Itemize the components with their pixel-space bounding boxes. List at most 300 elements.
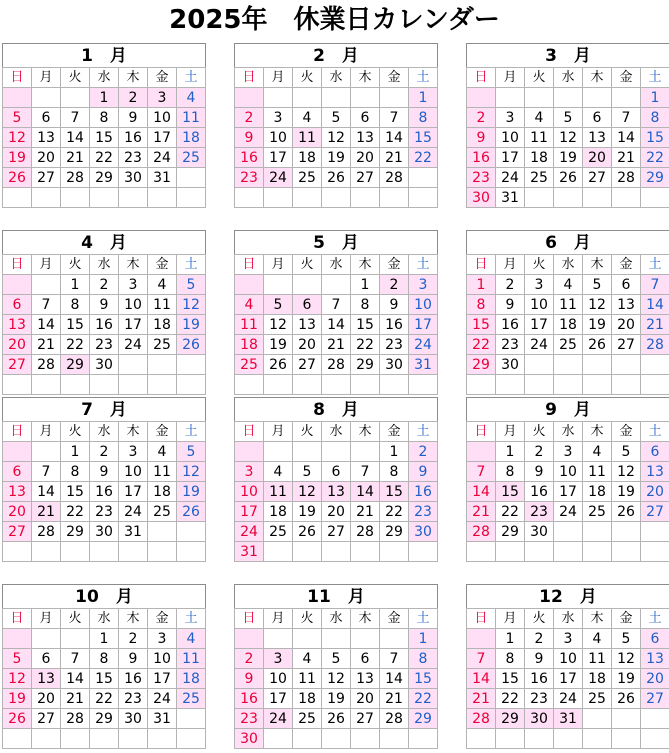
day-cell: 4	[525, 108, 554, 128]
weekday-label: 土	[409, 68, 438, 88]
closed-day-cell: 30	[467, 188, 496, 208]
closed-day-cell: 14	[467, 669, 496, 689]
month-calendar	[466, 584, 669, 749]
closed-day-cell: 10	[409, 295, 438, 315]
empty-cell	[3, 88, 32, 108]
weekday-label: 火	[61, 609, 90, 629]
closed-day-cell: 5	[264, 295, 293, 315]
day-cell: 26	[583, 335, 612, 355]
closed-day-cell: 23	[235, 168, 264, 188]
closed-day-cell: 9	[409, 462, 438, 482]
weekday-label: 土	[409, 255, 438, 275]
empty-cell	[322, 275, 351, 295]
weekday-label: 水	[322, 68, 351, 88]
empty-cell	[61, 188, 90, 208]
day-cell: 5	[322, 649, 351, 669]
weekday-label: 木	[119, 255, 148, 275]
day-cell: 18	[554, 315, 583, 335]
day-cell: 28	[380, 709, 409, 729]
closed-day-cell: 16	[235, 689, 264, 709]
closed-day-cell: 11	[264, 482, 293, 502]
empty-cell	[148, 188, 177, 208]
week-row	[235, 522, 438, 542]
empty-cell	[264, 542, 293, 562]
empty-cell	[641, 542, 669, 562]
day-cell: 27	[351, 168, 380, 188]
closed-day-cell: 15	[380, 482, 409, 502]
closed-day-cell: 28	[467, 522, 496, 542]
closed-day-cell: 18	[177, 669, 206, 689]
empty-cell	[61, 542, 90, 562]
day-cell: 8	[61, 295, 90, 315]
weekday-header-row	[467, 68, 669, 88]
closed-day-cell: 13	[322, 482, 351, 502]
day-cell: 13	[612, 295, 641, 315]
empty-cell	[32, 188, 61, 208]
month-title: 5 月	[234, 230, 438, 254]
week-row	[467, 709, 669, 729]
month-title: 4 月	[2, 230, 206, 254]
month-calendar	[466, 230, 669, 395]
empty-cell	[322, 729, 351, 749]
day-cell: 9	[119, 108, 148, 128]
day-cell: 28	[61, 709, 90, 729]
day-cell: 18	[293, 148, 322, 168]
week-row	[3, 355, 206, 375]
day-cell: 22	[380, 502, 409, 522]
weekday-label: 水	[554, 422, 583, 442]
empty-cell	[322, 188, 351, 208]
empty-cell	[32, 88, 61, 108]
weekday-header-row	[3, 68, 206, 88]
day-cell: 16	[525, 482, 554, 502]
closed-day-cell: 17	[235, 502, 264, 522]
day-cell: 2	[525, 442, 554, 462]
weekday-label: 土	[409, 609, 438, 629]
closed-day-cell: 4	[177, 88, 206, 108]
day-cell: 13	[293, 315, 322, 335]
day-cell: 4	[293, 108, 322, 128]
week-row	[235, 148, 438, 168]
empty-cell	[32, 542, 61, 562]
empty-cell	[61, 629, 90, 649]
weekday-label: 月	[264, 68, 293, 88]
closed-day-cell: 11	[235, 315, 264, 335]
empty-cell	[467, 629, 496, 649]
weekday-label: 火	[61, 422, 90, 442]
day-cell: 14	[322, 315, 351, 335]
closed-day-cell: 10	[235, 482, 264, 502]
day-cell: 20	[32, 689, 61, 709]
day-cell: 27	[322, 522, 351, 542]
empty-cell	[264, 629, 293, 649]
empty-cell	[177, 355, 206, 375]
closed-day-cell: 1	[467, 275, 496, 295]
month-title: 9 月	[466, 397, 669, 421]
empty-cell	[554, 375, 583, 395]
month-title: 8 月	[234, 397, 438, 421]
closed-day-cell: 2	[380, 275, 409, 295]
weekday-label: 土	[177, 255, 206, 275]
weekday-label: 木	[351, 609, 380, 629]
day-cell: 30	[380, 355, 409, 375]
day-cell: 14	[32, 315, 61, 335]
closed-day-cell: 2	[409, 442, 438, 462]
closed-day-cell: 29	[496, 709, 525, 729]
week-row	[467, 375, 669, 395]
day-cell: 6	[351, 649, 380, 669]
closed-day-cell: 15	[409, 669, 438, 689]
closed-day-cell: 30	[525, 709, 554, 729]
week-row	[3, 522, 206, 542]
empty-cell	[293, 375, 322, 395]
day-cell: 4	[583, 629, 612, 649]
empty-cell	[61, 375, 90, 395]
closed-day-cell: 13	[641, 462, 669, 482]
day-cell: 1	[496, 442, 525, 462]
empty-cell	[32, 442, 61, 462]
closed-day-cell: 22	[467, 335, 496, 355]
week-row	[467, 168, 669, 188]
weekday-header-row	[235, 422, 438, 442]
closed-day-cell: 3	[409, 275, 438, 295]
day-cell: 20	[32, 148, 61, 168]
closed-day-cell: 19	[177, 315, 206, 335]
weekday-label: 日	[235, 68, 264, 88]
closed-day-cell: 14	[641, 295, 669, 315]
month-grid	[2, 254, 206, 395]
weekday-label: 土	[641, 255, 669, 275]
day-cell: 24	[148, 689, 177, 709]
day-cell: 24	[119, 335, 148, 355]
weekday-label: 水	[554, 255, 583, 275]
closed-day-cell: 29	[61, 355, 90, 375]
empty-cell	[322, 629, 351, 649]
weekday-header-row	[3, 255, 206, 275]
week-row	[3, 482, 206, 502]
day-cell: 1	[90, 629, 119, 649]
closed-day-cell: 11	[177, 649, 206, 669]
empty-cell	[525, 542, 554, 562]
closed-day-cell: 25	[235, 355, 264, 375]
day-cell: 4	[554, 275, 583, 295]
day-cell: 10	[554, 649, 583, 669]
empty-cell	[583, 542, 612, 562]
week-row	[3, 462, 206, 482]
day-cell: 19	[322, 148, 351, 168]
day-cell: 12	[612, 649, 641, 669]
empty-cell	[119, 355, 148, 375]
closed-day-cell: 29	[467, 355, 496, 375]
day-cell: 24	[554, 689, 583, 709]
day-cell: 8	[90, 649, 119, 669]
empty-cell	[641, 355, 669, 375]
week-row	[467, 88, 669, 108]
day-cell: 6	[32, 108, 61, 128]
week-row	[467, 629, 669, 649]
empty-cell	[525, 729, 554, 749]
weekday-label: 火	[293, 68, 322, 88]
day-cell: 22	[496, 689, 525, 709]
day-cell: 5	[612, 629, 641, 649]
day-cell: 25	[525, 168, 554, 188]
day-cell: 25	[293, 709, 322, 729]
day-cell: 14	[380, 128, 409, 148]
closed-day-cell: 26	[3, 709, 32, 729]
closed-day-cell: 24	[264, 168, 293, 188]
day-cell: 29	[380, 522, 409, 542]
day-cell: 30	[119, 709, 148, 729]
month-calendar	[466, 43, 669, 208]
weekday-label: 日	[467, 68, 496, 88]
day-cell: 21	[61, 689, 90, 709]
weekday-label: 月	[496, 68, 525, 88]
week-row	[235, 335, 438, 355]
empty-cell	[148, 542, 177, 562]
empty-cell	[264, 188, 293, 208]
empty-cell	[264, 88, 293, 108]
weekday-label: 水	[322, 422, 351, 442]
empty-cell	[293, 88, 322, 108]
day-cell: 22	[61, 502, 90, 522]
day-cell: 18	[293, 689, 322, 709]
empty-cell	[525, 375, 554, 395]
empty-cell	[351, 375, 380, 395]
day-cell: 23	[525, 689, 554, 709]
closed-day-cell: 2	[119, 88, 148, 108]
empty-cell	[496, 88, 525, 108]
day-cell: 9	[380, 295, 409, 315]
empty-cell	[3, 442, 32, 462]
empty-cell	[90, 188, 119, 208]
day-cell: 12	[583, 295, 612, 315]
week-row	[235, 128, 438, 148]
empty-cell	[525, 355, 554, 375]
empty-cell	[641, 709, 669, 729]
closed-day-cell: 12	[177, 295, 206, 315]
weekday-label: 水	[554, 609, 583, 629]
day-cell: 29	[351, 355, 380, 375]
day-cell: 5	[583, 275, 612, 295]
closed-day-cell: 6	[641, 442, 669, 462]
empty-cell	[554, 188, 583, 208]
day-cell: 17	[148, 128, 177, 148]
week-row	[467, 148, 669, 168]
empty-cell	[32, 629, 61, 649]
day-cell: 10	[264, 669, 293, 689]
day-cell: 16	[380, 315, 409, 335]
empty-cell	[467, 729, 496, 749]
closed-day-cell: 31	[235, 542, 264, 562]
day-cell: 26	[264, 355, 293, 375]
empty-cell	[235, 375, 264, 395]
closed-day-cell: 6	[641, 629, 669, 649]
closed-day-cell: 7	[467, 649, 496, 669]
closed-day-cell: 12	[177, 462, 206, 482]
weekday-label: 月	[264, 255, 293, 275]
closed-day-cell: 22	[409, 148, 438, 168]
weekday-label: 火	[525, 422, 554, 442]
day-cell: 23	[119, 689, 148, 709]
empty-cell	[293, 188, 322, 208]
day-cell: 10	[496, 128, 525, 148]
month-calendar	[2, 230, 206, 395]
empty-cell	[583, 522, 612, 542]
empty-cell	[612, 729, 641, 749]
day-cell: 12	[322, 128, 351, 148]
weekday-label: 水	[90, 609, 119, 629]
weekday-label: 金	[612, 422, 641, 442]
day-cell: 17	[554, 482, 583, 502]
day-cell: 7	[380, 649, 409, 669]
closed-day-cell: 4	[177, 629, 206, 649]
day-cell: 17	[525, 315, 554, 335]
weekday-label: 金	[148, 422, 177, 442]
weekday-label: 月	[264, 422, 293, 442]
day-cell: 19	[554, 148, 583, 168]
month-grid	[2, 608, 206, 749]
empty-cell	[351, 88, 380, 108]
closed-day-cell: 8	[467, 295, 496, 315]
closed-day-cell: 2	[467, 108, 496, 128]
day-cell: 19	[583, 315, 612, 335]
empty-cell	[3, 729, 32, 749]
empty-cell	[380, 88, 409, 108]
closed-day-cell: 13	[641, 649, 669, 669]
day-cell: 3	[264, 108, 293, 128]
weekday-label: 水	[90, 68, 119, 88]
day-cell: 17	[119, 315, 148, 335]
week-row	[467, 649, 669, 669]
day-cell: 17	[496, 148, 525, 168]
month-calendar	[234, 584, 438, 749]
month-calendar	[2, 584, 206, 749]
empty-cell	[467, 442, 496, 462]
day-cell: 16	[119, 669, 148, 689]
day-cell: 26	[612, 502, 641, 522]
empty-cell	[612, 355, 641, 375]
day-cell: 7	[32, 295, 61, 315]
empty-cell	[293, 729, 322, 749]
day-cell: 31	[148, 168, 177, 188]
day-cell: 28	[612, 168, 641, 188]
closed-day-cell: 23	[525, 502, 554, 522]
week-row	[235, 188, 438, 208]
empty-cell	[322, 542, 351, 562]
day-cell: 1	[496, 629, 525, 649]
empty-cell	[409, 542, 438, 562]
week-row	[467, 188, 669, 208]
day-cell: 10	[119, 295, 148, 315]
empty-cell	[177, 188, 206, 208]
empty-cell	[641, 522, 669, 542]
day-cell: 21	[612, 148, 641, 168]
closed-day-cell: 5	[3, 108, 32, 128]
closed-day-cell: 1	[90, 88, 119, 108]
day-cell: 25	[148, 335, 177, 355]
weekday-label: 火	[525, 68, 554, 88]
empty-cell	[119, 188, 148, 208]
empty-cell	[90, 375, 119, 395]
day-cell: 10	[119, 462, 148, 482]
empty-cell	[467, 542, 496, 562]
empty-cell	[264, 442, 293, 462]
month-grid	[466, 608, 669, 749]
weekday-label: 火	[293, 609, 322, 629]
month-grid	[466, 254, 669, 395]
month-title: 12 月	[466, 584, 669, 608]
day-cell: 3	[148, 629, 177, 649]
day-cell: 24	[496, 168, 525, 188]
closed-day-cell: 8	[409, 649, 438, 669]
week-row	[235, 709, 438, 729]
day-cell: 2	[119, 629, 148, 649]
week-row	[3, 108, 206, 128]
month-calendar	[234, 230, 438, 395]
closed-day-cell: 26	[177, 335, 206, 355]
day-cell: 17	[264, 148, 293, 168]
weekday-label: 土	[177, 422, 206, 442]
day-cell: 22	[351, 335, 380, 355]
day-cell: 6	[322, 462, 351, 482]
empty-cell	[409, 188, 438, 208]
empty-cell	[583, 375, 612, 395]
weekday-label: 木	[119, 68, 148, 88]
closed-day-cell: 21	[641, 315, 669, 335]
day-cell: 21	[380, 148, 409, 168]
day-cell: 8	[496, 462, 525, 482]
empty-cell	[351, 442, 380, 462]
week-row	[3, 442, 206, 462]
day-cell: 21	[32, 335, 61, 355]
closed-day-cell: 16	[467, 148, 496, 168]
day-cell: 25	[583, 502, 612, 522]
empty-cell	[583, 709, 612, 729]
empty-cell	[612, 188, 641, 208]
day-cell: 6	[351, 108, 380, 128]
closed-day-cell: 27	[641, 689, 669, 709]
closed-day-cell: 1	[641, 88, 669, 108]
closed-day-cell: 19	[177, 482, 206, 502]
weekday-label: 金	[148, 68, 177, 88]
week-row	[235, 275, 438, 295]
week-row	[235, 295, 438, 315]
day-cell: 26	[322, 709, 351, 729]
empty-cell	[264, 375, 293, 395]
weekday-label: 金	[148, 255, 177, 275]
closed-day-cell: 31	[554, 709, 583, 729]
day-cell: 9	[525, 649, 554, 669]
weekday-label: 火	[525, 255, 554, 275]
weekday-label: 火	[61, 68, 90, 88]
day-cell: 12	[322, 669, 351, 689]
week-row	[467, 355, 669, 375]
day-cell: 15	[90, 128, 119, 148]
day-cell: 6	[32, 649, 61, 669]
day-cell: 27	[612, 335, 641, 355]
empty-cell	[32, 275, 61, 295]
week-row	[235, 315, 438, 335]
day-cell: 20	[322, 502, 351, 522]
month-grid	[2, 67, 206, 208]
day-cell: 25	[264, 522, 293, 542]
weekday-label: 日	[467, 422, 496, 442]
day-cell: 31	[496, 188, 525, 208]
closed-day-cell: 15	[467, 315, 496, 335]
day-cell: 20	[351, 689, 380, 709]
closed-day-cell: 16	[235, 148, 264, 168]
weekday-header-row	[467, 422, 669, 442]
